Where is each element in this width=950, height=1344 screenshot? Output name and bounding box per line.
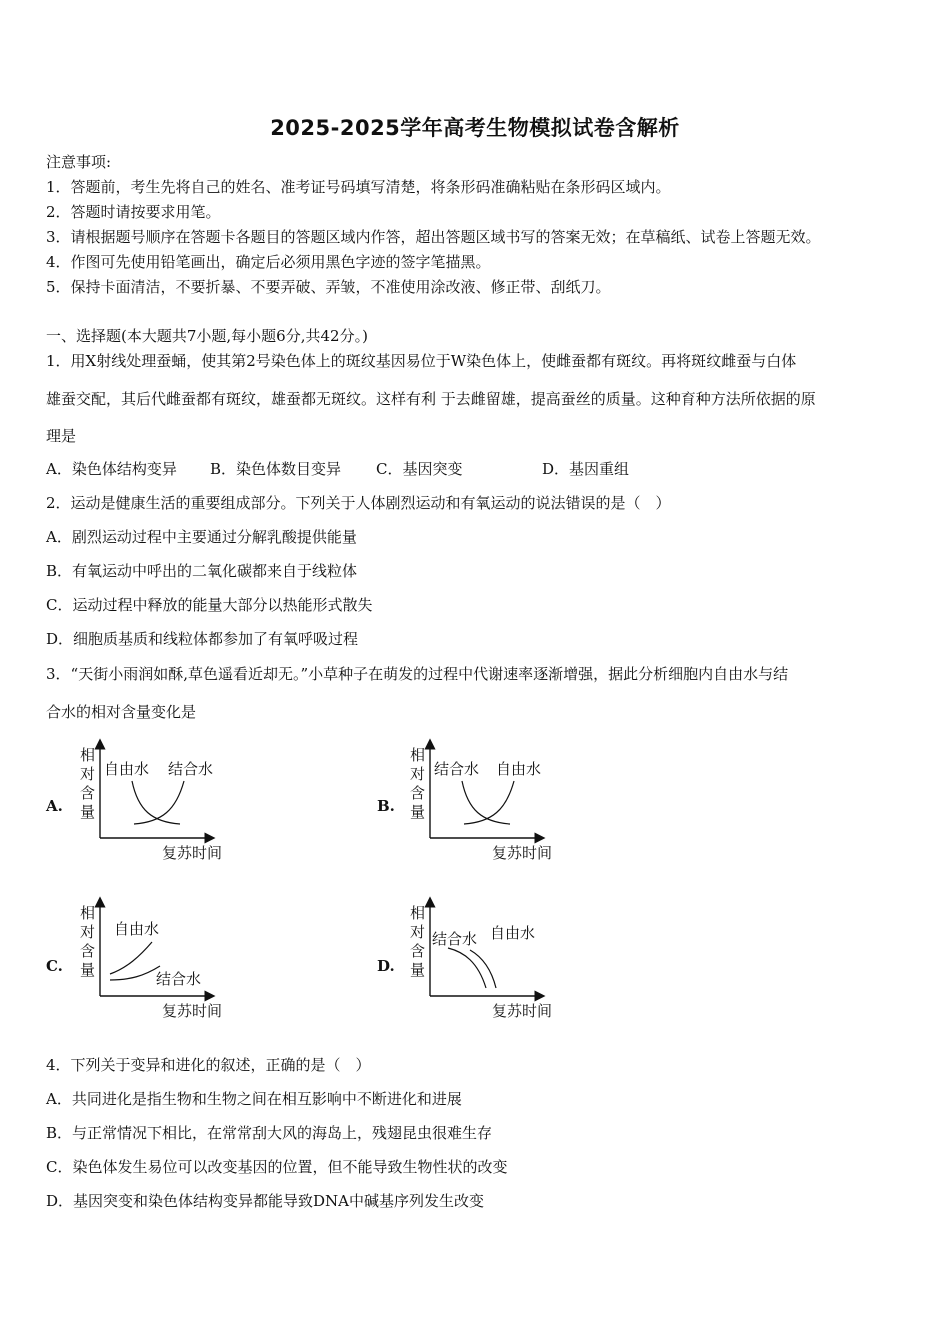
q2-option-d[interactable]: D．细胞质基质和线粒体都参加了有氧呼吸过程 (46, 630, 359, 648)
y-axis-char: 含 (410, 784, 426, 802)
q1-option-a[interactable]: A．染色体结构变异 (46, 460, 177, 478)
q2-option-c[interactable]: C．运动过程中释放的能量大部分以热能形式散失 (46, 596, 373, 614)
q3-option-b-label[interactable]: B. (377, 797, 395, 815)
q3-graph-c[interactable] (72, 896, 242, 1022)
q1-option-c[interactable]: C．基因突变 (376, 460, 463, 478)
q1-options (46, 459, 629, 479)
curve-label: 结合水 (434, 760, 480, 778)
x-axis-label: 复苏时间 (162, 1002, 223, 1020)
y-axis-char: 相 (410, 904, 426, 922)
bound-water-curve (448, 948, 486, 988)
y-axis-char: 对 (80, 923, 96, 941)
q3-graph-a[interactable] (72, 738, 242, 864)
y-axis-char: 相 (80, 904, 96, 922)
q4-option-a[interactable]: A．共同进化是指生物和生物之间在相互影响中不断进化和进展 (46, 1090, 462, 1108)
bound-water-curve (462, 781, 510, 824)
x-axis-label: 复苏时间 (492, 844, 553, 862)
y-axis-char: 对 (80, 765, 96, 783)
q3-option-d-label[interactable]: D. (377, 957, 395, 975)
free-water-curve (464, 781, 514, 824)
q3-graph-d[interactable] (402, 896, 572, 1022)
notice-item: 5．保持卡面清洁，不要折暴、不要弄破、弄皱，不准使用涂改液、修正带、刮纸刀。 (46, 278, 611, 296)
notice-item: 4．作图可先使用铅笔画出，确定后必须用黑色字迹的签字笔描黑。 (46, 253, 491, 271)
y-axis-char: 含 (80, 784, 96, 802)
bound-water-curve (134, 781, 184, 824)
y-axis-char: 含 (80, 942, 96, 960)
q3-option-a-label[interactable]: A. (46, 797, 63, 815)
y-axis-char: 相 (410, 746, 426, 764)
notice-item: 3．请根据题号顺序在答题卡各题目的答题区域内作答，超出答题区域书写的答案无效；在草稿纸、试卷上答题无效。 (46, 228, 821, 246)
x-axis-label: 复苏时间 (162, 844, 223, 862)
y-axis-char: 量 (410, 961, 426, 979)
q2-option-b[interactable]: B．有氧运动中呼出的二氧化碳都来自于线粒体 (46, 562, 358, 580)
free-water-curve (132, 781, 180, 824)
q4-option-b[interactable]: B．与正常情况下相比，在常常刮大风的海岛上，残翅昆虫很难生存 (46, 1124, 493, 1142)
q3-option-c-label[interactable]: C. (46, 957, 63, 975)
curve-label: 结合水 (168, 760, 214, 778)
y-axis-char: 对 (410, 765, 426, 783)
q1-option-b[interactable]: B．染色体数目变异 (210, 460, 342, 478)
page-title: 2025-2025学年高考生物模拟试卷含解析 (270, 116, 680, 140)
curve-label: 结合水 (156, 970, 202, 988)
q4-stem: 4．下列关于变异和进化的叙述，正确的是（ ） (46, 1056, 371, 1074)
free-water-curve (110, 942, 152, 974)
y-axis-char: 量 (80, 961, 96, 979)
notice-heading: 注意事项: (46, 153, 112, 171)
y-axis-char: 相 (80, 746, 96, 764)
q1-stem: 理是 (46, 427, 77, 445)
q3-graph-b[interactable] (402, 738, 572, 864)
x-axis-label: 复苏时间 (492, 1002, 553, 1020)
q4-option-d[interactable]: D．基因突变和染色体结构变异都能导致DNA中碱基序列发生改变 (46, 1192, 485, 1210)
curve-label: 自由水 (104, 760, 150, 778)
q3-stem: 合水的相对含量变化是 (46, 703, 197, 721)
q1-stem: 1．用X射线处理蚕蛹，使其第2号染色体上的斑纹基因易位于W染色体上，使雌蚕都有斑纹。再将斑纹雌蚕与白体 (46, 352, 797, 370)
y-axis-char: 含 (410, 942, 426, 960)
bound-water-curve (110, 966, 160, 980)
y-axis-char: 量 (80, 803, 96, 821)
q2-option-a[interactable]: A．剧烈运动过程中主要通过分解乳酸提供能量 (46, 528, 357, 546)
y-axis-char: 对 (410, 923, 426, 941)
q3-stem: 3．“天街小雨润如酥,草色遥看近却无。”小草种子在萌发的过程中代谢速率逐渐增强，据此分析细胞内自由水与结 (46, 665, 789, 683)
section-heading: 一、选择题(本大题共7小题,每小题6分,共42分。) (46, 327, 368, 345)
curve-label: 自由水 (114, 920, 160, 938)
curve-label: 自由水 (496, 760, 542, 778)
q1-stem: 雄蚕交配，其后代雌蚕都有斑纹，雄蚕都无斑纹。这样有利 于去雌留雄，提高蚕丝的质量。这种育种方法所依据的原 (46, 390, 816, 408)
y-axis-char: 量 (410, 803, 426, 821)
q4-option-c[interactable]: C．染色体发生易位可以改变基因的位置，但不能导致生物性状的改变 (46, 1158, 508, 1176)
q2-stem: 2．运动是健康生活的重要组成部分。下列关于人体剧烈运动和有氧运动的说法错误的是（ ） (46, 494, 671, 512)
curve-label: 结合水 (432, 930, 478, 948)
notice-item: 2．答题时请按要求用笔。 (46, 203, 221, 221)
q1-option-d[interactable]: D．基因重组 (542, 460, 630, 478)
curve-label: 自由水 (490, 924, 536, 942)
free-water-curve (470, 950, 496, 988)
notice-item: 1．答题前，考生先将自己的姓名、准考证号码填写清楚，将条形码准确粘贴在条形码区域内。 (46, 178, 671, 196)
